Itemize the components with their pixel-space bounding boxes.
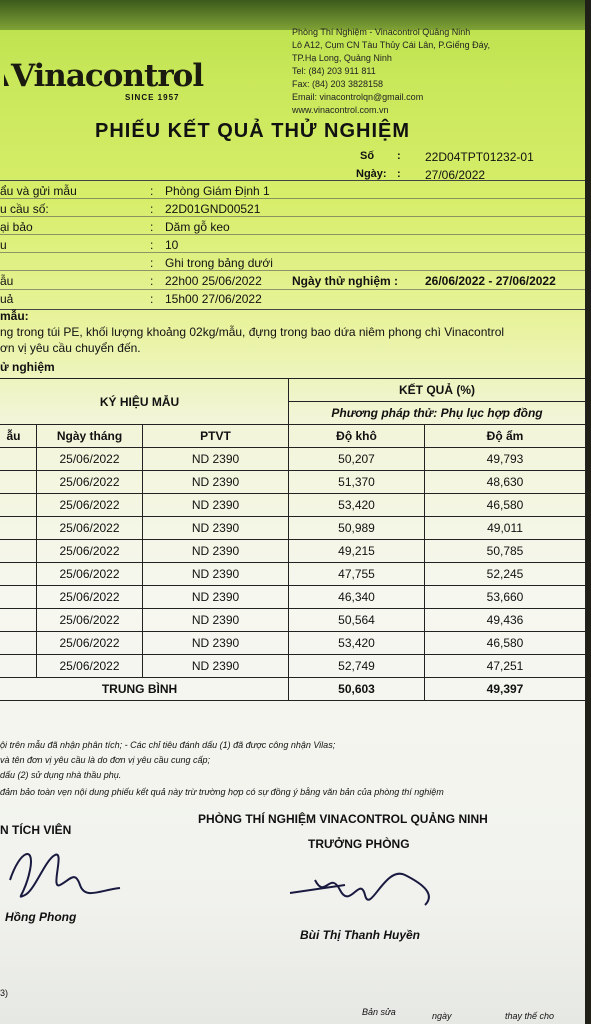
footer-text: 3) <box>0 988 9 998</box>
info-value: 22h00 25/06/2022 <box>165 274 262 288</box>
cell-sample <box>0 609 37 632</box>
footnote: và tên đơn vị yêu cầu là do đơn vị yêu cầu cung cấp; <box>0 755 211 765</box>
info-section <box>0 180 585 310</box>
cell-dry: 51,370 <box>289 471 425 494</box>
info-value: 15h00 27/06/2022 <box>165 292 262 306</box>
cell-date: 25/06/2022 <box>37 448 143 471</box>
col-sample-header: ẫu <box>0 425 37 448</box>
company-logo: Vinacontrol <box>4 58 203 94</box>
average-label: TRUNG BÌNH <box>0 678 289 701</box>
sample-note-line: ng trong túi PE, khối lượng khoảng 02kg/mẫu, đựng trong bao dứa niêm phong chì Vinacontrol <box>0 325 505 339</box>
cell-moisture: 52,245 <box>425 563 586 586</box>
colon: : <box>150 274 154 288</box>
colon: : <box>150 292 154 306</box>
cell-moisture: 48,630 <box>425 471 586 494</box>
footnote: đảm bảo toàn vẹn nội dung phiếu kết quả này trừ trường hợp có sự đồng ý bằng văn bản của phòng thí nghiệm <box>0 787 444 797</box>
cell-date: 25/06/2022 <box>37 517 143 540</box>
cell-dry: 46,340 <box>289 586 425 609</box>
info-label: u <box>0 238 7 252</box>
cell-moisture: 53,660 <box>425 586 586 609</box>
logo-since: SINCE 1957 <box>125 93 180 102</box>
cell-sample <box>0 494 37 517</box>
cell-ptvt: ND 2390 <box>143 586 289 609</box>
report-date-label: Ngày: <box>356 168 387 180</box>
info-value: 10 <box>165 238 179 252</box>
info-label: ẩu và gửi mẫu <box>0 184 77 198</box>
head-name: Bùi Thị Thanh Huyền <box>300 928 420 942</box>
address-line: Fax: (84) 203 3828158 <box>292 79 384 89</box>
report-number-label: Số <box>360 150 375 162</box>
cell-moisture: 49,793 <box>425 448 586 471</box>
cell-date: 25/06/2022 <box>37 540 143 563</box>
cell-dry: 47,755 <box>289 563 425 586</box>
cell-sample <box>0 448 37 471</box>
footnote: dấu (2) sử dụng nhà thầu phụ. <box>0 770 122 780</box>
cell-dry: 50,989 <box>289 517 425 540</box>
colon: : <box>150 238 154 252</box>
cell-moisture: 50,785 <box>425 540 586 563</box>
info-label: u cầu số: <box>0 202 49 216</box>
sample-id-header: KÝ HIỆU MẪU <box>0 379 289 425</box>
analyst-name: Hồng Phong <box>5 910 77 924</box>
cell-moisture: 46,580 <box>425 632 586 655</box>
cell-ptvt: ND 2390 <box>143 563 289 586</box>
cell-dry: 49,215 <box>289 540 425 563</box>
cell-sample <box>0 540 37 563</box>
info-label: ẫu <box>0 274 14 288</box>
table-row <box>0 609 586 632</box>
cell-date: 25/06/2022 <box>37 609 143 632</box>
test-date-label: Ngày thử nghiệm : <box>292 274 399 288</box>
table-row <box>0 586 586 609</box>
cell-date: 25/06/2022 <box>37 471 143 494</box>
table-row <box>0 540 586 563</box>
cell-moisture: 46,580 <box>425 494 586 517</box>
cell-dry: 50,564 <box>289 609 425 632</box>
sample-label: mẫu: <box>0 309 29 323</box>
info-label: uả <box>0 292 14 306</box>
table-row <box>0 632 586 655</box>
address-line: Tel: (84) 203 911 811 <box>292 66 376 76</box>
address-line: Lô A12, Cụm CN Tàu Thủy Cái Lân, P.Giếng Đáy, <box>292 40 490 50</box>
address-line: Email: vinacontrolqn@gmail.com <box>292 92 424 102</box>
info-value: Dăm gỗ keo <box>165 220 230 234</box>
table-row <box>0 471 586 494</box>
test-date-value: 26/06/2022 - 27/06/2022 <box>425 274 556 288</box>
head-signature <box>285 855 455 915</box>
cell-sample <box>0 563 37 586</box>
cell-dry: 53,420 <box>289 494 425 517</box>
colon: : <box>150 184 154 198</box>
cell-sample <box>0 632 37 655</box>
col-date-header: Ngày tháng <box>37 425 143 448</box>
cell-ptvt: ND 2390 <box>143 609 289 632</box>
cell-ptvt: ND 2390 <box>143 632 289 655</box>
info-label: ại bảo <box>0 220 33 234</box>
colon: : <box>150 202 154 216</box>
cell-moisture: 49,436 <box>425 609 586 632</box>
col-moisture-header: Độ ẩm <box>425 425 586 448</box>
cell-dry: 50,207 <box>289 448 425 471</box>
info-value: 22D01GND00521 <box>165 202 261 216</box>
col-dry-header: Độ khô <box>289 425 425 448</box>
report-number: 22D04TPT01232-01 <box>425 150 534 164</box>
colon: : <box>150 220 154 234</box>
table-row <box>0 517 586 540</box>
average-dry: 50,603 <box>289 678 425 701</box>
average-moisture: 49,397 <box>425 678 586 701</box>
cell-dry: 52,749 <box>289 655 425 678</box>
cell-ptvt: ND 2390 <box>143 494 289 517</box>
table-row <box>0 448 586 471</box>
cell-dry: 53,420 <box>289 632 425 655</box>
table-row <box>0 563 586 586</box>
photo-edge-top <box>0 0 591 30</box>
cell-ptvt: ND 2390 <box>143 517 289 540</box>
footer-text: thay thế cho <box>505 1011 555 1021</box>
report-date: 27/06/2022 <box>425 168 486 182</box>
results-table <box>0 378 586 701</box>
cell-ptvt: ND 2390 <box>143 448 289 471</box>
address-line: Phòng Thí Nghiệm - Vinacontrol Quảng Ninh <box>292 27 471 37</box>
cell-date: 25/06/2022 <box>37 632 143 655</box>
colon: : <box>150 256 154 270</box>
method-header: Phương pháp thử: Phụ lục hợp đồng <box>289 402 586 425</box>
address-line: www.vinacontrol.com.vn <box>292 105 389 115</box>
cell-date: 25/06/2022 <box>37 563 143 586</box>
result-header: KẾT QUẢ (%) <box>289 379 586 402</box>
cell-ptvt: ND 2390 <box>143 540 289 563</box>
cell-ptvt: ND 2390 <box>143 471 289 494</box>
cell-sample <box>0 517 37 540</box>
cell-sample <box>0 655 37 678</box>
document-title: PHIẾU KẾT QUẢ THỬ NGHIỆM <box>95 120 411 142</box>
cell-sample <box>0 471 37 494</box>
col-ptvt-header: PTVT <box>143 425 289 448</box>
cell-moisture: 49,011 <box>425 517 586 540</box>
head-title: TRƯỞNG PHÒNG <box>308 837 410 851</box>
analyst-signature <box>0 840 130 910</box>
address-line: TP.Hạ Long, Quảng Ninh <box>292 53 392 63</box>
cell-date: 25/06/2022 <box>37 494 143 517</box>
sample-note-line: ơn vị yêu cầu chuyển đến. <box>0 341 141 355</box>
analyst-title: N TÍCH VIÊN <box>0 823 72 837</box>
cell-ptvt: ND 2390 <box>143 655 289 678</box>
table-row <box>0 655 586 678</box>
colon: : <box>397 150 401 162</box>
cell-date: 25/06/2022 <box>37 586 143 609</box>
lab-name: PHÒNG THÍ NGHIỆM VINACONTROL QUẢNG NINH <box>198 812 488 826</box>
footnote: ội trên mẫu đã nhận phân tích; - Các chỉ tiêu đánh dấu (1) đã được công nhận Vilas; <box>0 740 336 750</box>
info-value: Phòng Giám Định 1 <box>165 184 270 198</box>
cell-moisture: 47,251 <box>425 655 586 678</box>
footer-text: Bản sửa <box>362 1007 396 1017</box>
colon: : <box>397 168 401 180</box>
info-value: Ghi trong bảng dưới <box>165 256 273 270</box>
section-label: ử nghiệm <box>0 360 55 374</box>
cell-sample <box>0 586 37 609</box>
table-row <box>0 494 586 517</box>
cell-date: 25/06/2022 <box>37 655 143 678</box>
footer-text: ngày <box>432 1011 452 1021</box>
